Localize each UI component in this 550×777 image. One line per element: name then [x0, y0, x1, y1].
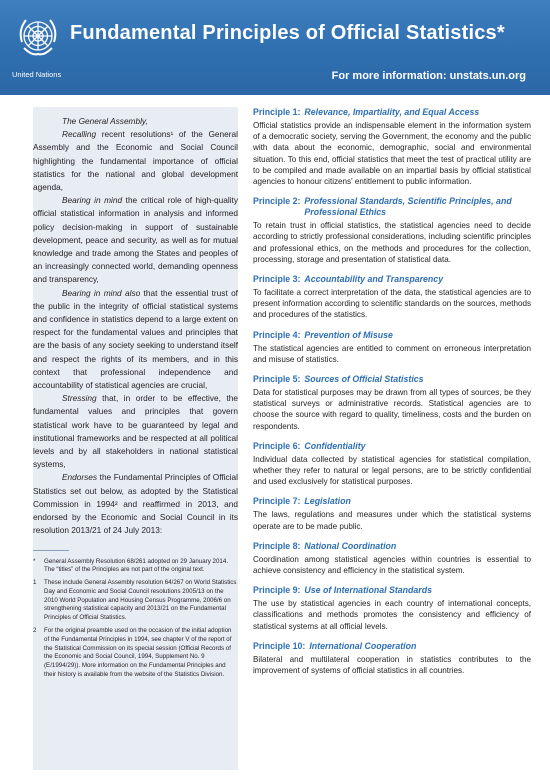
- preamble-paragraph: Bearing in mind also that the essential trust of the public in the integrity of official statistical systems and confidence in statistics depend to a large extent on respect for the fundamental values and principles that are the basis of any society seeking to understand itself and respect the rights of its members, and in this context that professional independence and accountability of statistical agencies are crucial,: [33, 287, 238, 391]
- principles-column: [253, 107, 531, 685]
- principle-text: The statistical agencies are entitled to comment on erroneous interpretation and misuse of statistics.: [253, 343, 531, 364]
- principle-3: [253, 274, 531, 321]
- principle-heading: Principle 1: Relevance, Impartiality, and Equal Access: [253, 107, 480, 117]
- principle-text: Bilateral and multilateral cooperation in statistics contributes to the improvement of systems of official statistics in all countries.: [253, 654, 531, 676]
- principle-8: [253, 541, 531, 576]
- preamble-paragraph: Bearing in mind the critical role of high-quality official statistical information in analysis and informed policy decision-making in support of sustainable development, peace and security, as well as for mutual knowledge and trade among the States and peoples of an increasingly connected world, demanding openness and transparency,: [33, 195, 238, 285]
- principle-text: The use by statistical agencies in each country of international concepts, classifications and methods promotes the consistency and efficiency of statistical systems at all official levels.: [253, 599, 531, 631]
- principle-7: [253, 496, 531, 531]
- preamble-paragraph: Recalling recent resolutions¹ of the General Assembly and the Economic and Social Council highlighting the fundamental importance of official statistics for the national and global development agenda,: [33, 129, 238, 193]
- principle-heading: Principle 3: Accountability and Transparency: [253, 274, 444, 285]
- footnote-divider: [33, 550, 69, 551]
- principle-text: To retain trust in official statistics, the statistical agencies need to decide according to strictly professional considerations, including scientific principles and professional ethics, on the methods and procedures for the collection, processing, storage and presentation of statistical data.: [253, 221, 531, 264]
- principle-10: [253, 641, 531, 676]
- principle-heading: Principle 5: Sources of Official Statistics: [253, 374, 424, 385]
- preamble-paragraph: Stressing that, in order to be effective, the fundamental values and principles that govern statistical work have to be guaranteed by legal and institutional frameworks and be respected at all political levels and by all stakeholders in national statistical systems,: [33, 393, 238, 470]
- header-banner: [0, 0, 550, 95]
- principle-text: Individual data collected by statistical agencies for statistical compilation, whether they refer to natural or legal persons, are to be strictly confidential and used exclusively for statistical purposes.: [253, 454, 531, 487]
- principle-heading: Principle 9: Use of International Standards: [253, 585, 432, 596]
- preamble-panel: [33, 107, 238, 770]
- principle-text: Coordination among statistical agencies within countries is essential to achieve consistency and efficiency in the statistical system.: [253, 554, 531, 576]
- page-title: Fundamental Principles of Official Statistics*: [70, 22, 505, 44]
- principle-heading: Principle 4: Prevention of Misuse: [253, 329, 393, 340]
- principle-9: [253, 585, 531, 632]
- preamble: [33, 115, 238, 538]
- preamble-paragraph: Endorses the Fundamental Principles of Official Statistics set out below, as adopted by the Statistical Commission in 1994² and reaffirmed in 2013, and endorsed by the Economic and Social Council in its resolution 2013/21 of 24 July 2013:: [33, 472, 238, 536]
- principle-heading: Principle 6: Confidentiality: [253, 440, 366, 451]
- footnote: 1 These include General Assembly resolution 64/267 on World Statistics Day and Economic and Social Council resolutions 2005/13 on the 2010 World Population and Housing Census Programme, 2006/6 on strengthening statistical capacity and 2013/21 on the Fundamental Principles of Official Statistics.: [33, 579, 237, 622]
- un-emblem-icon: [12, 12, 64, 64]
- principle-text: Official statistics provide an indispensable element in the information system of a democratic society, serving the Government, the economy and the public with data about the economic, demographic, social and environmental situation. To this end, official statistics that meet the test of practical utility are to be compiled and made available on an impartial basis by official statistical agencies to honour citizens' entitlement to public information.: [253, 121, 531, 187]
- principle-1: [253, 107, 531, 187]
- footnote: * General Assembly Resolution 68/261 adopted on 29 January 2014. The “titles” of the Principles are not part of the original text.: [33, 557, 229, 574]
- principle-6: [253, 441, 531, 488]
- principle-heading: Principle 7: Legislation: [253, 496, 351, 507]
- principle-heading: Principle 2: Professional Standards, Scientific Principles, and Professional Ethics: [253, 196, 512, 218]
- principle-4: [253, 330, 531, 365]
- more-info-link[interactable]: For more information: unstats.un.org: [331, 70, 526, 82]
- principle-2: [253, 196, 531, 265]
- principle-text: The laws, regulations and measures under which the statistical systems operate are to be made public.: [253, 510, 531, 531]
- principle-text: Data for statistical purposes may be drawn from all types of sources, be they statistical surveys or administrative records. Statistical agencies are to choose the source with regard to quality, timeliness, costs and the burden on respondents.: [253, 388, 531, 431]
- principle-5: [253, 374, 531, 432]
- principle-heading: Principle 10: International Cooperation: [253, 640, 417, 651]
- footnote: 2 For the original preamble used on the occasion of the initial adoption of the Fundamental Principles in 1994, see chapter V of the report of the Statistical Commission on its special session (Official Records of the Economic and Social Council, 1994, Supplement No. 9 (E/1994/29)). More information on the Fundamental Principles and their history is available from the website of the Statistics Division.: [33, 627, 232, 679]
- principle-heading: Principle 8: National Coordination: [253, 540, 397, 551]
- org-name: United Nations: [12, 70, 62, 79]
- principle-text: To facilitate a correct interpretation of the data, the statistical agencies are to present information according to scientific standards on the sources, methods and procedures of the statistics.: [253, 288, 531, 320]
- preamble-opening: The General Assembly,: [62, 116, 148, 126]
